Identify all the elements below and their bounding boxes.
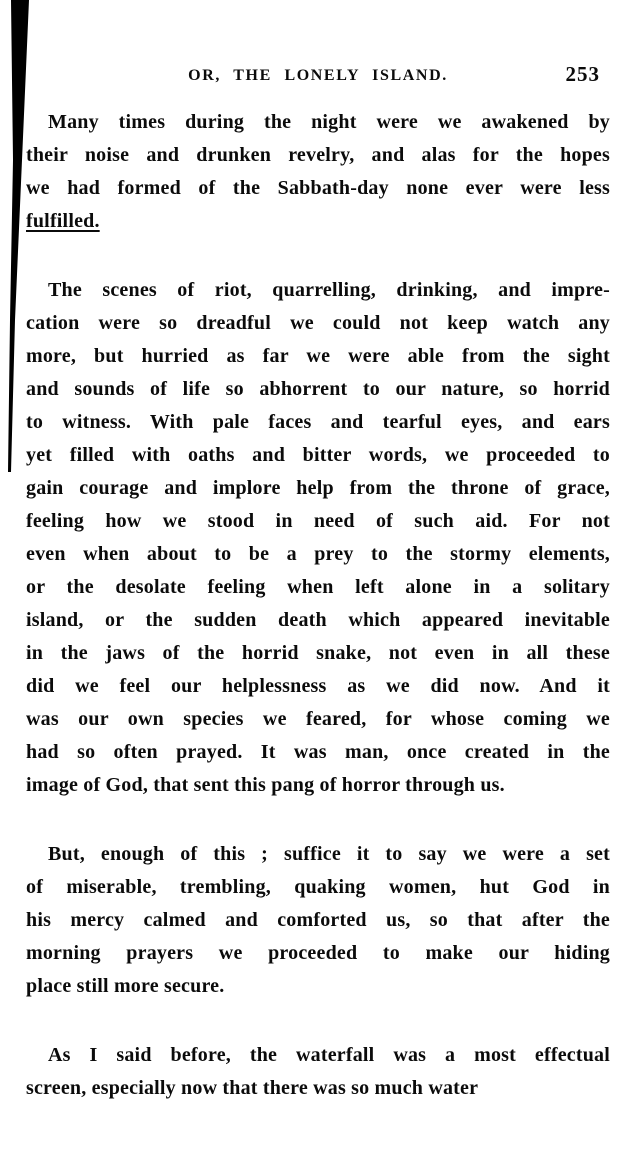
text-line: place still more secure. (26, 975, 225, 997)
text-line: more, but hurried as far we were able from the sight (26, 345, 610, 367)
text-line: screen, especially now that there was so much water (26, 1077, 479, 1099)
text-line: and sounds of life so abhorrent to our nature, so horrid (26, 378, 610, 400)
text-line: image of God, that sent this pang of horror through us. (26, 774, 505, 796)
text-line: feeling how we stood in need of such aid. For not (26, 510, 610, 532)
text-line: their noise and drunken revelry, and alas for the hopes (26, 144, 610, 166)
text-line: to witness. With pale faces and tearful eyes, and ears (26, 411, 610, 433)
text-line: we had formed of the Sabbath-day none ever were less (26, 177, 610, 199)
text-line: cation were so dreadful we could not keep watch any (26, 312, 610, 334)
text-line: morning prayers we proceeded to make our hiding (26, 942, 610, 964)
text-line: The scenes of riot, quarrelling, drinking, and impre- (48, 279, 610, 301)
text-line: island, or the sudden death which appeared inevitable (26, 609, 610, 631)
text-line: even when about to be a prey to the stormy elements, (26, 543, 610, 565)
paragraph (26, 1039, 610, 1105)
text-line: his mercy calmed and comforted us, so that after the (26, 909, 610, 931)
text-line: Many times during the night were we awakened by (48, 111, 610, 133)
page-text (26, 106, 610, 1105)
text-line: in the jaws of the horrid snake, not even in all these (26, 642, 610, 664)
page-number: 253 (565, 62, 600, 86)
text-line: But, enough of this ; suffice it to say we were a set (48, 843, 610, 865)
text-line: was our own species we feared, for whose coming we (26, 708, 610, 730)
text-line: of miserable, trembling, quaking women, hut God in (26, 876, 610, 898)
text-line: gain courage and implore help from the throne of grace, (26, 477, 610, 499)
paragraph (26, 106, 610, 238)
text-line: yet filled with oaths and bitter words, we proceeded to (26, 444, 610, 466)
running-title: OR, THE LONELY ISLAND. (188, 67, 448, 84)
page-header (26, 62, 610, 89)
text-line: or the desolate feeling when left alone in a solitary (26, 576, 610, 598)
paragraph (26, 838, 610, 1003)
text-line: had so often prayed. It was man, once created in the (26, 741, 610, 763)
text-line: did we feel our helplessness as we did now. And it (26, 675, 610, 697)
paragraph (26, 274, 610, 802)
text-line: fulfilled. (26, 210, 100, 232)
text-line: As I said before, the waterfall was a most effectual (48, 1044, 610, 1066)
